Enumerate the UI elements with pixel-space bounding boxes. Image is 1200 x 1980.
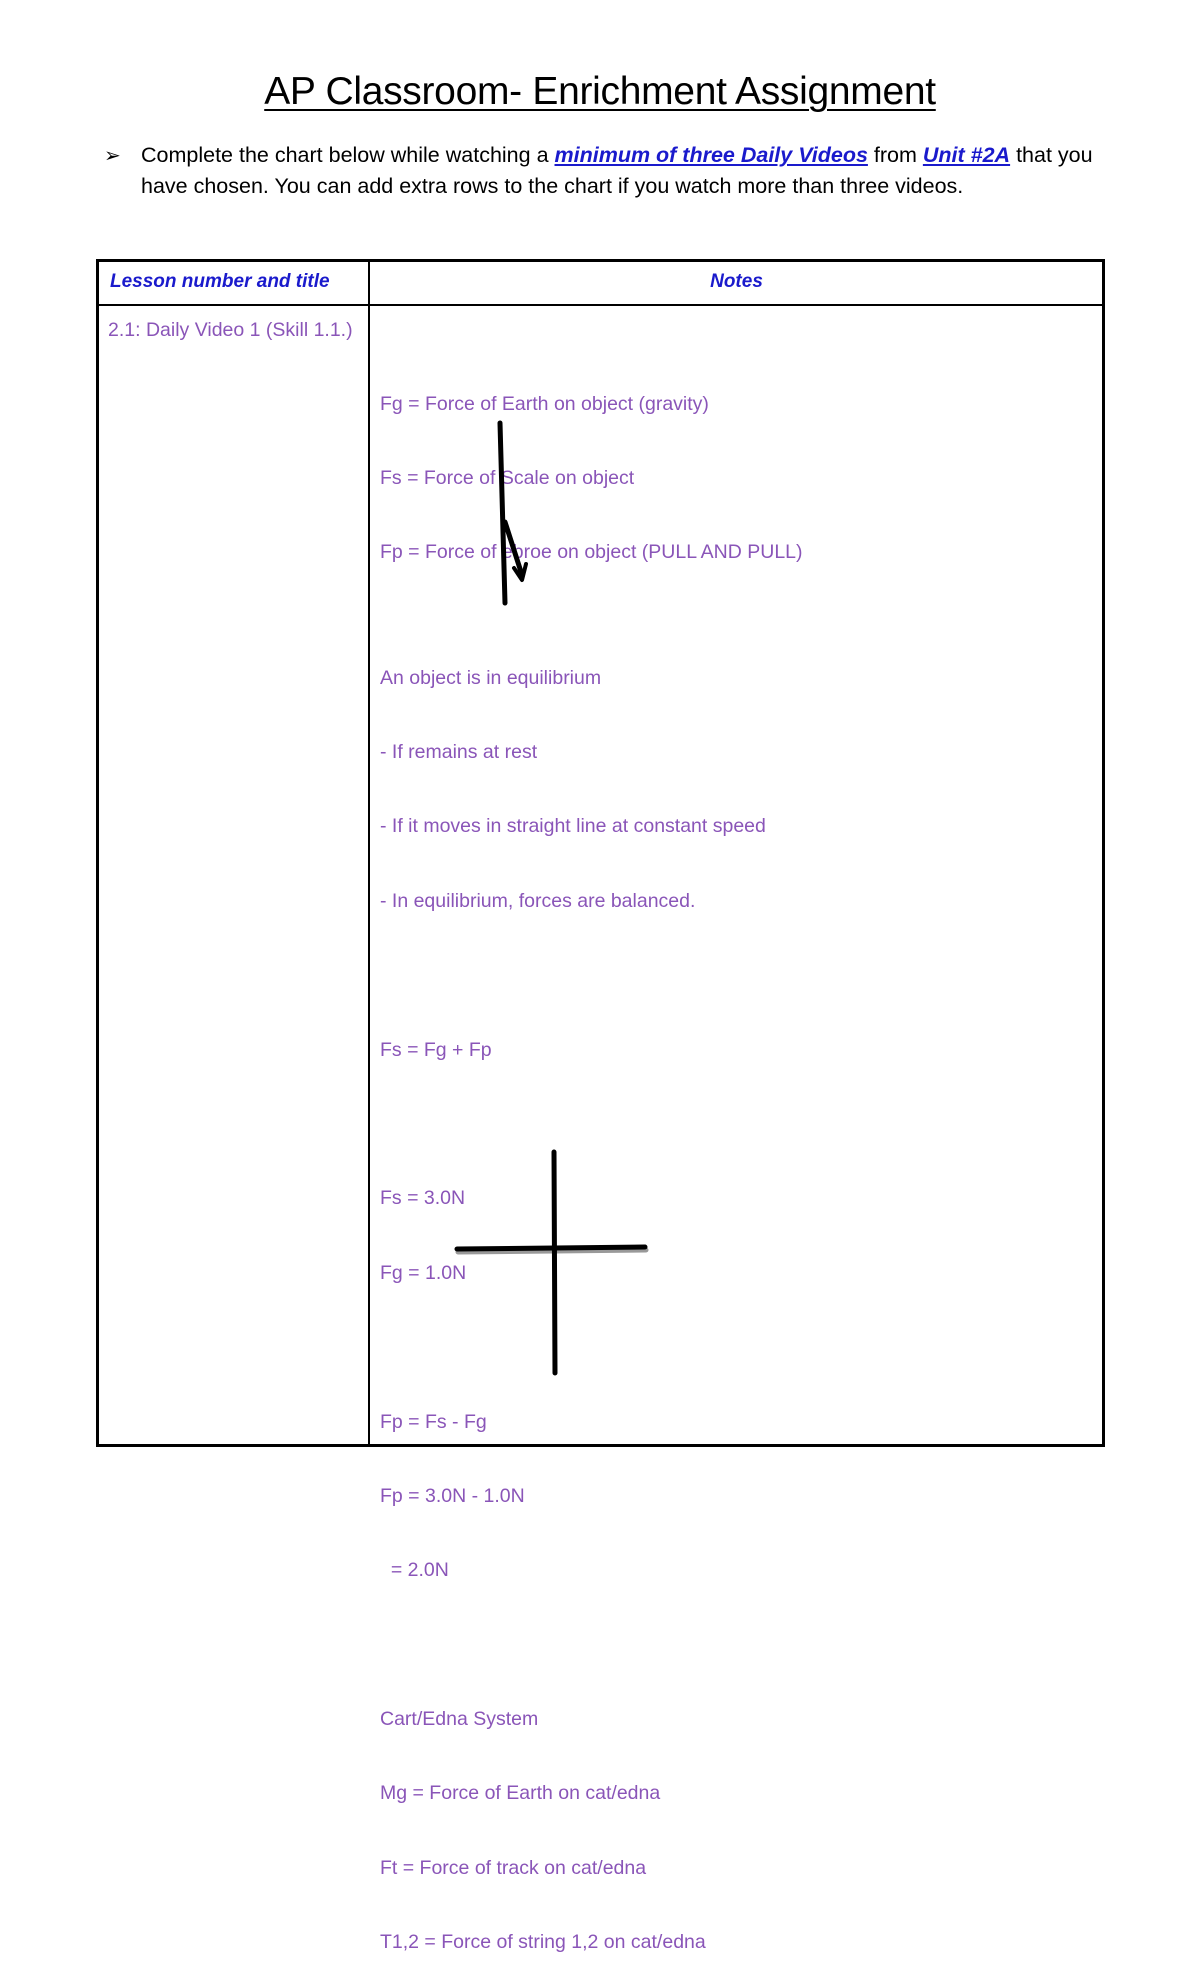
notes-line: Fg = 1.0N: [380, 1261, 467, 1284]
document-title: AP Classroom- Enrichment Assignment: [264, 70, 936, 113]
notes-line: Cart/Edna System: [380, 1708, 539, 1731]
force-arrow-sketch: [500, 423, 526, 603]
notes-block-equilibrium: [380, 616, 766, 1980]
instruction-part2: from: [867, 143, 923, 167]
notes-line: Fs = Force of Scale on object: [380, 466, 635, 489]
notes-line: [380, 963, 766, 988]
notes-line: Fp = Fs - Fg: [380, 1410, 487, 1433]
notes-line: Ft = Force of track on cat/edna: [380, 1856, 647, 1879]
unit-link[interactable]: Unit #2A: [922, 143, 1011, 167]
lesson-column-header: Lesson number and title: [110, 271, 330, 292]
notes-column-header: Notes: [710, 271, 763, 292]
notes-line: - If it moves in straight line at constant speed: [380, 815, 766, 838]
notes-line: [380, 1335, 766, 1360]
minimum-videos-link[interactable]: minimum of three Daily Videos: [554, 143, 868, 167]
notes-line: T1,2 = Force of string 1,2 on cat/edna: [380, 1931, 706, 1954]
notes-line: Fg = Force of Earth on object (gravity): [380, 392, 709, 415]
lesson-cell: 2.1: Daily Video 1 (Skill 1.1.): [108, 319, 353, 341]
notes-line: Fs = Fg + Fp: [380, 1038, 492, 1061]
arrow-bullet-icon: ➢: [104, 143, 121, 167]
notes-line: An object is in equilibrium: [380, 666, 602, 689]
notes-line: Mg = Force of Earth on cat/edna: [380, 1782, 661, 1805]
notes-line: - If remains at rest: [380, 740, 538, 763]
notes-line: [380, 1112, 766, 1137]
notes-line: - In equilibrium, forces are balanced.: [380, 889, 696, 912]
notes-line: Fp = Force of ebroe on object (PULL AND PULL): [380, 541, 803, 564]
notes-line: [380, 1633, 766, 1658]
instruction-part3: that you have chosen. You can add extra rows to the chart if you watch more than three videos.: [141, 143, 1093, 198]
notes-line: Fs = 3.0N: [380, 1187, 466, 1210]
instruction-part1: Complete the chart below while watching a: [141, 143, 555, 167]
notes-line: = 2.0N: [380, 1559, 449, 1582]
notes-line: Fp = 3.0N - 1.0N: [380, 1484, 525, 1507]
